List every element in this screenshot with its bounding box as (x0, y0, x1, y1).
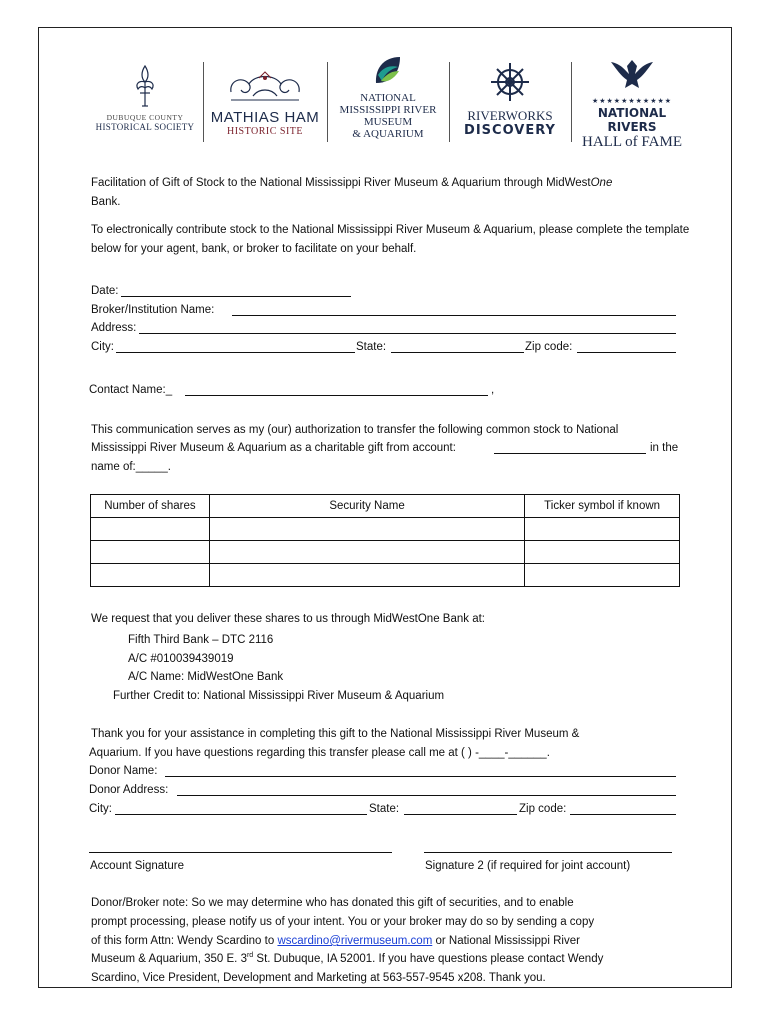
stock-table (90, 494, 680, 587)
broker-name-label: Broker/Institution Name: (91, 304, 215, 316)
table-header-row (91, 495, 680, 518)
mathias-ham-logo: MATHIAS HAM HISTORIC SITE (204, 66, 326, 138)
shares-cell[interactable] (91, 518, 210, 541)
authorization-line-2: Mississippi River Museum & Aquarium as a charitable gift from account: (91, 442, 456, 454)
column-header: Security Name (209, 495, 524, 518)
donor-zip-label: Zip code: (519, 803, 567, 815)
donor-city-field[interactable] (115, 814, 367, 815)
account-signature-line[interactable] (89, 852, 392, 853)
thanks-line-2: Aquarium. If you have questions regarding this transfer please call me at ( ) -____-______. (89, 747, 550, 759)
logo-divider (571, 62, 572, 142)
email-link[interactable]: wscardino@rivermuseum.com (277, 935, 433, 947)
table-row (91, 541, 680, 564)
security-cell[interactable] (209, 564, 524, 587)
signature-2-line[interactable] (424, 852, 672, 853)
donor-state-field[interactable] (404, 814, 517, 815)
delivery-bank: Fifth Third Bank – DTC 2116 (128, 634, 274, 646)
dubuque-logo: DUBUQUE COUNTY HISTORICAL SOCIETY (80, 64, 210, 132)
contact-name-comma: , (491, 384, 495, 396)
donor-address-field[interactable] (177, 795, 676, 796)
form-title: Facilitation of Gift of Stock to the National Mississippi River Museum & Aquarium through MidWestOne (91, 177, 613, 189)
delivery-intro: We request that you deliver these shares to us through MidWestOne Bank at: (91, 613, 485, 625)
authorization-line-1: This communication serves as my (our) authorization to transfer the following common stock to National (91, 424, 619, 436)
donor-name-label: Donor Name: (89, 765, 158, 777)
table-row (91, 518, 680, 541)
authorization-line-3: name of:_____. (91, 461, 171, 473)
account-signature-label: Account Signature (90, 860, 184, 872)
broker-name-field[interactable] (232, 315, 676, 316)
instructions-paragraph: To electronically contribute stock to the National Mississippi River Museum & Aquarium, please complete the template below for your agent, bank, or broker to facilitate on your behalf. (91, 224, 690, 255)
note-line-5: Scardino, Vice President, Development and Marketing at 563-557-9545 x208. Thank you. (91, 972, 546, 984)
delivery-account: A/C #010039439019 (128, 653, 234, 665)
delivery-further-credit: Further Credit to: National Mississippi River Museum & Aquarium (113, 690, 445, 702)
table-row (91, 564, 680, 587)
signature-2-label: Signature 2 (if required for joint account) (425, 860, 631, 872)
ship-wheel-icon (489, 60, 531, 104)
ticker-cell[interactable] (525, 564, 680, 587)
ticker-cell[interactable] (525, 518, 680, 541)
column-header: Ticker symbol if known (525, 495, 680, 518)
security-cell[interactable] (209, 518, 524, 541)
contact-name-field[interactable] (185, 395, 488, 396)
river-drop-icon (373, 55, 403, 87)
donor-name-field[interactable] (165, 776, 676, 777)
shares-cell[interactable] (91, 564, 210, 587)
city-field[interactable] (116, 352, 355, 353)
delivery-account-name: A/C Name: MidWestOne Bank (128, 671, 284, 683)
date-label: Date: (91, 285, 119, 297)
scroll-ornament-icon (225, 66, 305, 104)
note-line-4: Museum & Aquarium, 350 E. 3rd St. Dubuque, IA 52001. If you have questions please contact Wendy (91, 952, 604, 965)
fleur-de-lis-icon (133, 64, 157, 108)
zip-label: Zip code: (525, 341, 573, 353)
ticker-cell[interactable] (525, 541, 680, 564)
note-line-2: prompt processing, please notify us of your intent. You or your broker may do so by sending a copy (91, 916, 595, 928)
address-label: Address: (91, 322, 137, 334)
state-field[interactable] (391, 352, 524, 353)
stars-row: ★★★★★★★★★★★ (591, 98, 673, 105)
note-line-3: of this form Attn: Wendy Scardino to wscardino@rivermuseum.com or National Mississippi River (91, 935, 580, 947)
column-header: Number of shares (91, 495, 210, 518)
city-label: City: (91, 341, 114, 353)
form-title-cont: Bank. (91, 196, 121, 208)
eagle-icon (607, 56, 657, 92)
state-label: State: (356, 341, 387, 353)
note-line-1: Donor/Broker note: So we may determine who has donated this gift of securities, and to enable (91, 897, 574, 909)
museum-logo: NATIONAL MISSISSIPPI RIVER MUSEUM & AQUARIUM (328, 55, 448, 140)
account-number-field[interactable] (494, 453, 646, 454)
donor-city-label: City: (89, 803, 112, 815)
donor-address-label: Donor Address: (89, 784, 169, 796)
zip-field[interactable] (577, 352, 676, 353)
logo-divider (449, 62, 450, 142)
shares-cell[interactable] (91, 541, 210, 564)
authorization-line-2-end: in the (650, 442, 679, 454)
security-cell[interactable] (209, 541, 524, 564)
riverworks-logo: RIVERWORKS DISCOVERY (452, 60, 568, 138)
date-field[interactable] (121, 296, 351, 297)
contact-name-label: Contact Name:_ (89, 384, 173, 396)
address-field[interactable] (139, 333, 676, 334)
hall-of-fame-logo: ★★★★★★★★★★★ NATIONAL RIVERS HALL of FAME (574, 56, 690, 151)
donor-state-label: State: (369, 803, 400, 815)
donor-zip-field[interactable] (570, 814, 676, 815)
thanks-line-1: Thank you for your assistance in completing this gift to the National Mississippi River Museum & (91, 728, 580, 740)
